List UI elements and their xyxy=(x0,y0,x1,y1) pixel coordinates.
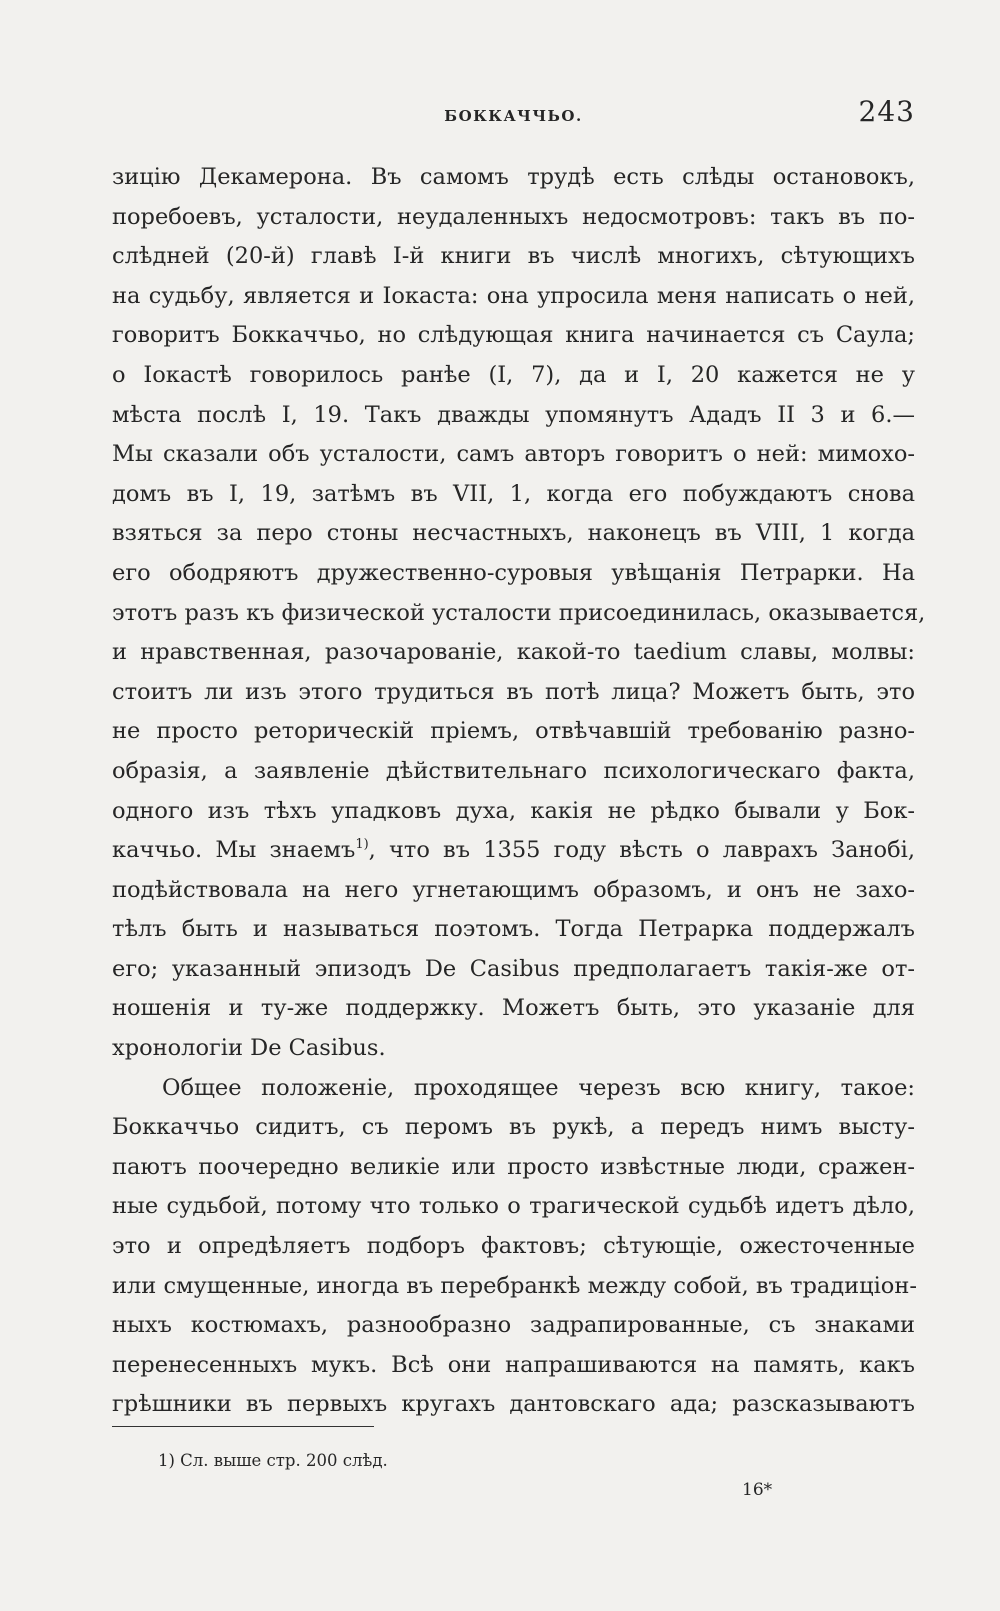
text-line: одного изъ тѣхъ упадковъ духа, какія не рѣдко бывали у Бок- xyxy=(112,797,915,824)
text-line: подѣйствовала на него угнетающимъ образомъ, и онъ не захо- xyxy=(112,876,915,903)
footnote-reference: 1) xyxy=(355,837,369,853)
text-line-start: каччьо. Мы знаемъ xyxy=(112,837,356,864)
text-line: зицію Декамерона. Въ самомъ трудѣ есть слѣды остановокъ, xyxy=(112,164,915,190)
text-line: паютъ поочередно великіе или просто извѣстные люди, сражен- xyxy=(112,1153,915,1180)
text-line: его ободряютъ дружественно-суровыя увѣщанія Петрарки. На xyxy=(112,559,915,586)
text-line: Боккаччьо сидитъ, съ перомъ въ рукѣ, а передъ нимъ высту- xyxy=(112,1114,915,1141)
footnote-divider xyxy=(112,1426,374,1427)
text-line: поребоевъ, усталости, неудаленныхъ недосмотровъ: такъ въ по- xyxy=(112,203,915,230)
text-line: тѣлъ быть и называться поэтомъ. Тогда Петрарка поддержалъ xyxy=(112,916,915,943)
text-line: говоритъ Боккаччьо, но слѣдующая книга начинается съ Саула; xyxy=(112,322,915,349)
text-line-end: , что въ 1355 году вѣсть о лаврахъ Занобі, xyxy=(368,837,915,864)
text-line: мѣста послѣ I, 19. Такъ дважды упомянутъ Ададъ II 3 и 6.— xyxy=(112,401,915,428)
text-line: ные судьбой, потому что только о трагической судьбѣ идетъ дѣло, xyxy=(112,1193,915,1220)
text-line: перенесенныхъ мукъ. Всѣ они напрашиваются на память, какъ xyxy=(112,1351,915,1378)
text-line: или смущенные, иногда въ перебранкѣ между собой, въ традиціон- xyxy=(112,1272,917,1299)
text-line: домъ въ I, 19, затѣмъ въ VII, 1, когда его побуждаютъ снова xyxy=(112,480,915,507)
text-line: взяться за перо стоны несчастныхъ, наконецъ въ VIII, 1 когда xyxy=(112,520,915,547)
paragraph-1 xyxy=(112,158,926,1069)
paragraph-2 xyxy=(112,1069,915,1425)
text-line: о Іокастѣ говорилось ранѣе (I, 7), да и I, 20 кажется не у xyxy=(112,361,915,388)
page-number: 243 xyxy=(858,95,915,128)
text-line: и нравственная, разочарованіе, какой-то taedium славы, молвы: xyxy=(112,639,915,666)
footnote: 1) Сл. выше стр. 200 слѣд. xyxy=(158,1451,388,1470)
text-line: хронологіи De Casibus. xyxy=(112,1035,386,1062)
text-line: грѣшники въ первыхъ кругахъ дантовскаго ада; разсказываютъ xyxy=(112,1391,915,1418)
text-line: это и опредѣляетъ подборъ фактовъ; сѣтующіе, ожесточенные xyxy=(112,1233,915,1260)
text-line: образія, а заявленіе дѣйствительнаго психологическаго факта, xyxy=(112,757,915,784)
text-line: на судьбу, является и Іокаста: она упросила меня написать о ней, xyxy=(112,282,915,309)
text-line: ношенія и ту-же поддержку. Можетъ быть, это указаніе для xyxy=(112,995,915,1022)
text-line: его; указанный эпизодъ De Casibus предполагаетъ такія-же от- xyxy=(112,955,915,982)
text-line: Общее положеніе, проходящее черезъ всю книгу, такое: xyxy=(162,1074,915,1101)
printer-signature-mark: 16* xyxy=(742,1480,773,1500)
text-line: ныхъ костюмахъ, разнообразно задрапированные, съ знаками xyxy=(112,1312,915,1339)
text-line: слѣдней (20-й) главѣ I-й книги въ числѣ многихъ, сѣтующихъ xyxy=(112,243,915,270)
text-line: этотъ разъ къ физической усталости присоединилась, оказывается, xyxy=(112,599,926,626)
text-line: стоитъ ли изъ этого трудиться въ потѣ лица? Можетъ быть, это xyxy=(112,678,915,705)
text-line-with-footnote-ref xyxy=(112,831,915,871)
text-line: Мы сказали объ усталости, самъ авторъ говоритъ о ней: мимохо- xyxy=(112,441,915,468)
running-head xyxy=(112,95,915,135)
running-title: БОККАЧЧЬО. xyxy=(444,107,583,125)
body-text xyxy=(112,158,926,1425)
text-line: не просто реторическій пріемъ, отвѣчавшій требованію разно- xyxy=(112,718,915,745)
